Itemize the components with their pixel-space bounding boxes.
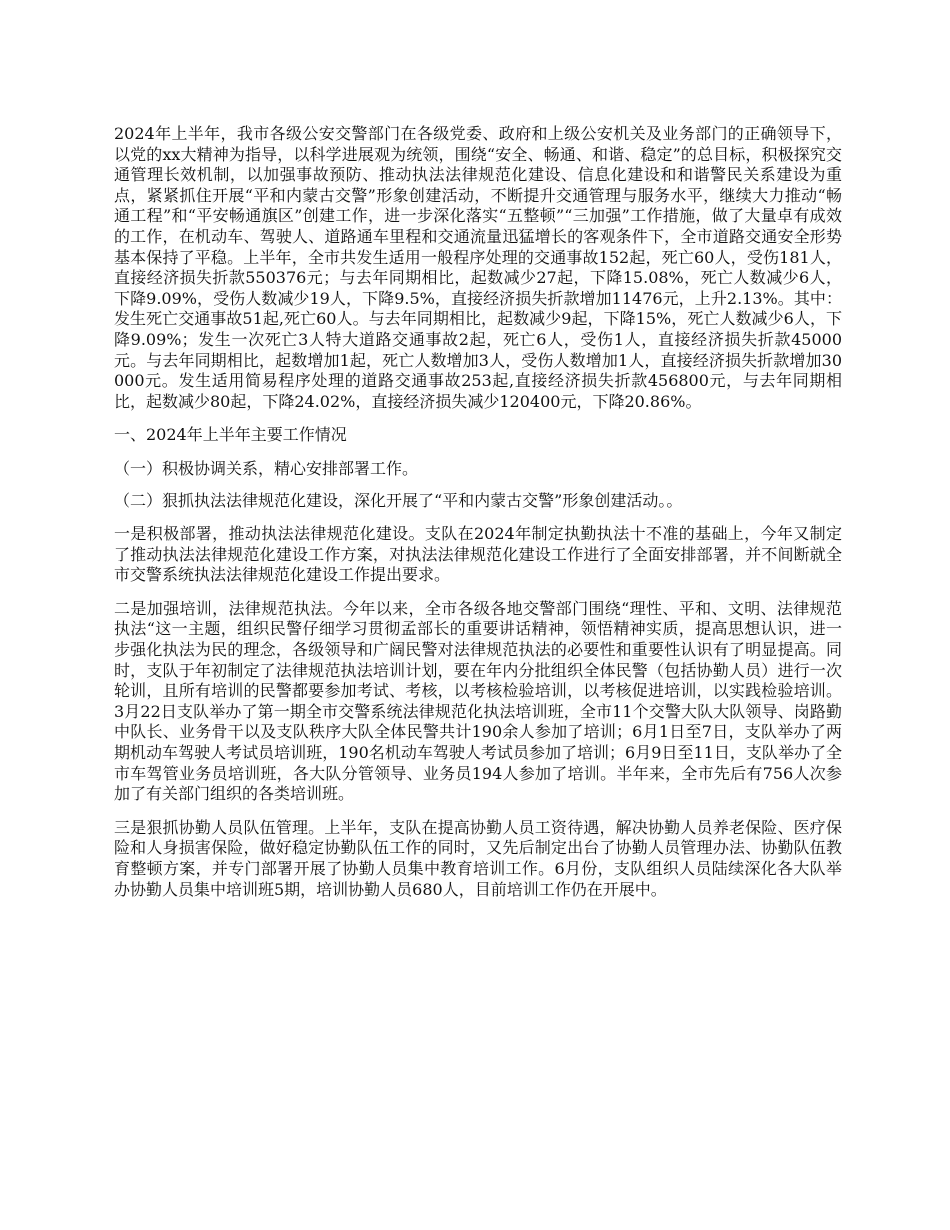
paragraph-training: 二是加强培训，法律规范执法。今年以来，全市各级各地交警部门围绕“理性、平和、文明、法律规范执法“这一主题，组织民警仔细学习贯彻孟部长的重要讲话精神，领悟精神实质，提高思想认识，进一步强化执法为民的理念，各级领导和广阔民警对法律规范执法的必要性和重要性认识有了明显提高。同时，支队于年初制定了法律规范执法培训计划，要在年内分批组织全体民警（包括协勤人员）进行一次轮训，且所有培训的民警都要参加考试、考核，以考核检验培训，以考核促进培训，以实践检验培训。3月22日支队举办了第一期全市交警系统法律规范化执法培训班，全市11个交警大队大队领导、岗路勤中队长、业务骨干以及支队秩序大队全体民警共计190余人参加了培训；6月1日至7日，支队举办了两期机动车驾驶人考试员培训班，190名机动车驾驶人考试员参加了培训；6月9日至11日，支队举办了全市车驾管业务员培训班，各大队分管领导、业务员194人参加了培训。半年来，全市先后有756人次参加了有关部门组织的各类培训班。 xyxy=(114,598,842,804)
paragraph-deployment: 一是积极部署，推动执法法律规范化建设。支队在2024年制定执勤执法十不准的基础上，今年又制定了推动执法法律规范化建设工作方案，对执法法律规范化建设工作进行了全面安排部署，并不间断就全市交警系统执法法律规范化建设工作提出要求。 xyxy=(114,524,842,585)
subsection-heading-2: （二）狠抓执法法律规范化建设，深化开展了“平和内蒙古交警”形象创建活动。。 xyxy=(114,490,683,510)
subsection-heading-1: （一）积极协调关系，精心安排部署工作。 xyxy=(114,458,419,478)
intro-paragraph: 2024年上半年，我市各级公安交警部门在各级党委、政府和上级公安机关及业务部门的正确领导下，以党的xx大精神为指导，以科学进展观为统领，围绕“安全、畅通、和谐、稳定”的总目标，积极探究交通管理长效机制，以加强事故预防、推动执法法律规范化建设、信息化建设和和谐警民关系建设为重点，紧紧抓住开展“平和内蒙古交警”形象创建活动，不断提升交通管理与服务水平，继续大力推动“畅通工程”和“平安畅通旗区”创建工作，进一步深化落实“五整顿”“三加强”工作措施，做了大量卓有成效的工作，在机动车、驾驶人、道路通车里程和交通流量迅猛增长的客观条件下，全市道路交通安全形势基本保持了平稳。上半年，全市共发生适用一般程序处理的交通事故152起，死亡60人，受伤181人，直接经济损失折款550376元；与去年同期相比，起数减少27起，下降15.08%，死亡人数减少6人，下降9.09%，受伤人数减少19人，下降9.5%，直接经济损失折款增加11476元，上升2.13%。其中：发生死亡交通事故51起,死亡60人。与去年同期相比，起数减少9起，下降15%，死亡人数减少6人，下降9.09%；发生一次死亡3人特大道路交通事故2起，死亡6人，受伤1人，直接经济损失折款45000元。与去年同期相比，起数增加1起，死亡人数增加3人，受伤人数增加1人，直接经济损失折款增加30000元。发生适用简易程序处理的道路交通事故253起,直接经济损失折款456800元，与去年同期相比，起数减少80起，下降24.02%，直接经济损失减少120400元，下降20.86%。 xyxy=(114,124,842,411)
paragraph-auxiliary-staff: 三是狠抓协勤人员队伍管理。上半年，支队在提高协勤人员工资待遇，解决协勤人员养老保险、医疗保险和人身损害保险，做好稳定协勤队伍工作的同时，又先后制定出台了协勤人员管理办法、协勤队伍教育整顿方案，并专门部署开展了协勤人员集中教育培训工作。6月份，支队组织人员陆续深化各大队举办协勤人员集中培训班5期，培训协勤人员680人，目前培训工作仍在开展中。 xyxy=(114,817,842,899)
section-heading: 一、2024年上半年主要工作情况 xyxy=(114,425,347,445)
document-body xyxy=(114,124,842,913)
